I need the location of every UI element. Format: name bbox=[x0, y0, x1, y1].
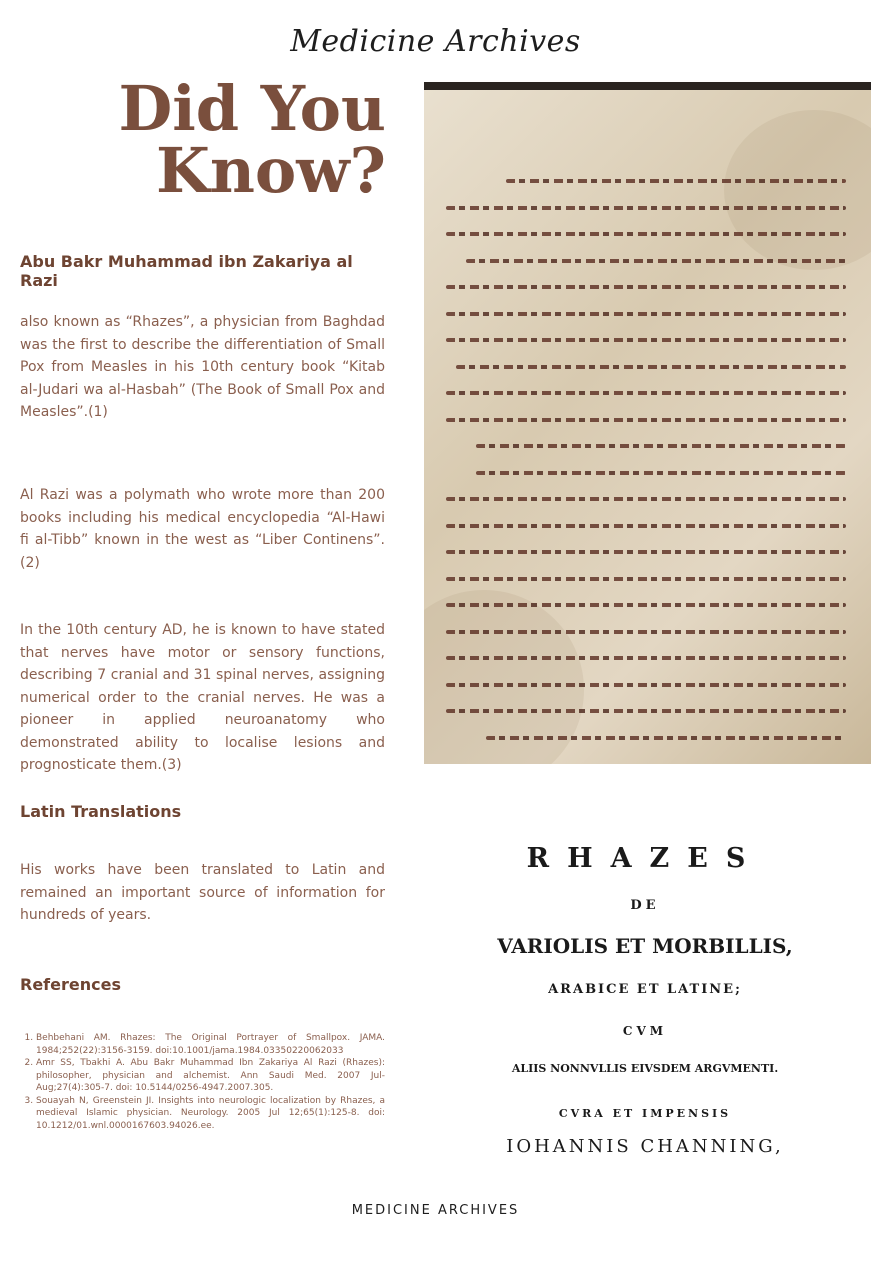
manuscript-script bbox=[446, 168, 846, 751]
latin-line-arabice: ARABICE ET LATINE; bbox=[548, 982, 742, 997]
title-line-1: Did You bbox=[118, 72, 386, 145]
latin-line-cvra: CVRA ET IMPENSIS bbox=[558, 1107, 732, 1120]
latin-line-cvm: CVM bbox=[622, 1024, 668, 1038]
reference-item: 1. Behbehani AM. Rhazes: The Original Portrayer of Smallpox. JAMA. 1984;252(22):3156-3159. doi:10.1001/jama.1984.03350220062033 bbox=[36, 1032, 385, 1057]
polymath-paragraph: Al Razi was a polymath who wrote more than 200 books including his medical encyclopedia “Al-Hawi fi al-Tibb” known in the west as “Liber Continens”.(2) bbox=[20, 487, 385, 571]
latin-translations-heading: Latin Translations bbox=[20, 802, 182, 821]
brand-header: Medicine Archives bbox=[290, 24, 581, 59]
references-list bbox=[20, 1032, 385, 1132]
references-heading: References bbox=[20, 975, 121, 994]
reference-item: 2. Amr SS, Tbakhi A. Abu Bakr Muhammad Ibn Zakariya Al Razi (Rhazes): philosopher, physician and alchemist. Ann Saudi Med. 2007 Jul-Aug;27(4):305-7. doi: 10.5144/0256-4947.2007.305. bbox=[36, 1057, 385, 1095]
latin-line-rhazes: RHAZES bbox=[526, 843, 764, 874]
title-line-2: Know? bbox=[155, 134, 386, 207]
latin-line-de: DE bbox=[630, 898, 660, 913]
brand-footer: MEDICINE ARCHIVES bbox=[351, 1203, 520, 1218]
latin-line-aliis: ALIIS NONNVLLIS EIVSDEM ARGVMENTI. bbox=[511, 1062, 779, 1075]
arabic-manuscript-image bbox=[424, 82, 871, 764]
subject-name-heading: Abu Bakr Muhammad ibn Zakariya al Razi bbox=[20, 252, 353, 290]
page-title bbox=[100, 72, 386, 207]
neuroanatomy-paragraph: In the 10th century AD, he is known to have stated that nerves have motor or sensory functions, describing 7 cranial and 31 spinal nerves, assigning numerical order to the cranial nerves. He was a pioneer in applied neuroanatomy who demonstrated ability to localise lesions and prognosticate them.(3) bbox=[20, 622, 385, 773]
latin-title-page-image bbox=[460, 800, 830, 1180]
latin-paragraph: His works have been translated to Latin and remained an important source of information for hundreds of years. bbox=[20, 862, 385, 923]
latin-line-variolis: VARIOLIS ET MORBILLIS, bbox=[497, 934, 793, 958]
intro-paragraph: also known as “Rhazes”, a physician from Baghdad was the first to describe the differentiation of Small Pox from Measles in his 10th century book “Kitab al-Judari wa al-Hasbah” (The Book of Small Pox and Measles”.(1) bbox=[20, 314, 385, 420]
latin-line-channing: IOHANNIS CHANNING, bbox=[506, 1136, 784, 1157]
reference-item: 3. Souayah N, Greenstein JI. Insights into neurologic localization by Rhazes, a medieval Islamic physician. Neurology. 2005 Jul 12;65(1):125-8. doi: 10.1212/01.wnl.0000167603.94026.ee. bbox=[36, 1095, 385, 1133]
